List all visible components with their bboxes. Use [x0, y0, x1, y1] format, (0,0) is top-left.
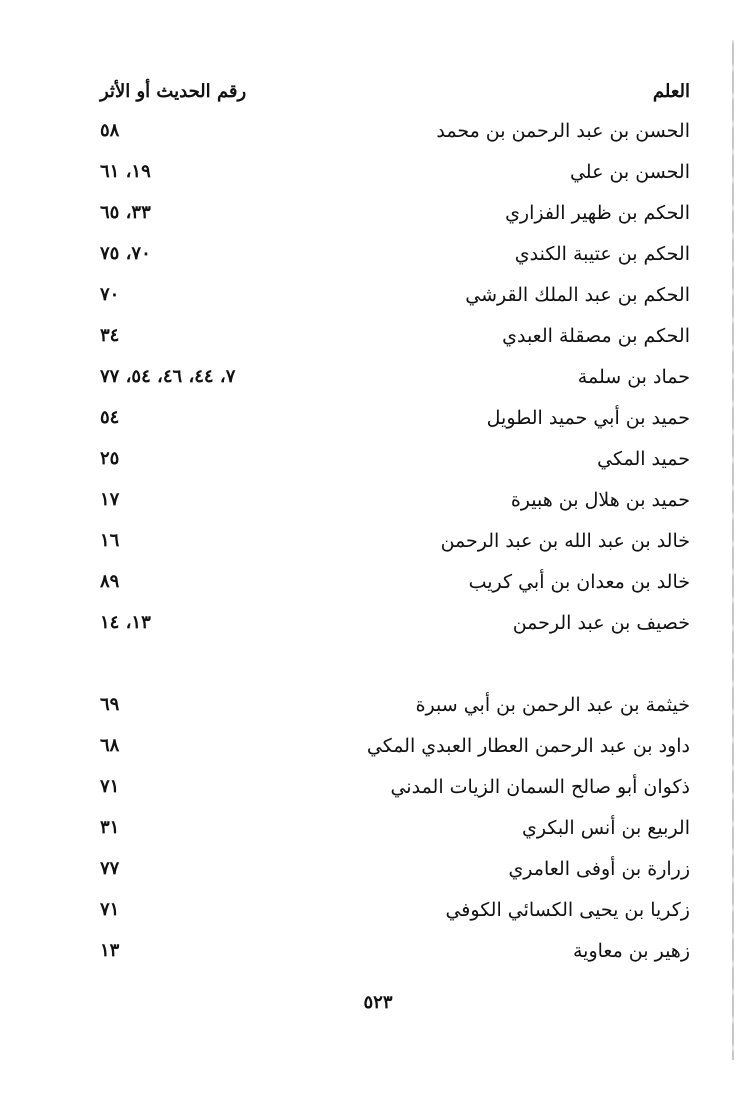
- entry-refs: ١٦: [100, 530, 120, 551]
- entry-name: خصيف بن عبد الرحمن: [512, 612, 690, 634]
- page-edge-dots: [732, 40, 734, 1060]
- entry-refs: ١٣، ١٤: [100, 612, 151, 633]
- entry-refs: ١٣: [100, 940, 120, 961]
- entry-name: زرارة بن أوفى العامري: [508, 858, 690, 880]
- entry-name: داود بن عبد الرحمن العطار العبدي المكي: [366, 735, 690, 757]
- entry-name: زكريا بن يحيى الكسائي الكوفي: [445, 899, 690, 921]
- entry-name: خيثمة بن عبد الرحمن بن أبي سبرة: [415, 694, 690, 716]
- index-entry: [100, 525, 690, 557]
- entry-refs: ٧١: [100, 899, 120, 920]
- index-entry: [100, 853, 690, 885]
- entry-refs: ٧٠، ٧٥: [100, 243, 151, 264]
- entry-name: خالد بن معدان بن أبي كريب: [468, 571, 690, 593]
- header-name-column: العلم: [652, 81, 690, 102]
- index-entry: [100, 115, 690, 147]
- entry-name: زهير بن معاوية: [572, 940, 690, 962]
- index-entry: [100, 197, 690, 229]
- index-entry: [100, 361, 690, 393]
- entry-refs: ٥٨: [100, 120, 120, 141]
- index-entry: [100, 320, 690, 352]
- entry-refs: ١٩، ٦١: [100, 161, 151, 182]
- entry-name: الحسن بن علي: [569, 161, 690, 183]
- index-entry: [100, 607, 690, 639]
- entry-refs: ١٧: [100, 489, 120, 510]
- entry-refs: ٣١: [100, 817, 120, 838]
- entry-refs: ٦٨: [100, 735, 120, 756]
- index-entry: [100, 771, 690, 803]
- index-entry: [100, 484, 690, 516]
- index-entry: [100, 156, 690, 188]
- index-entry: [100, 812, 690, 844]
- index-entry: [100, 689, 690, 721]
- header-refs-column: رقم الحديث أو الأثر: [100, 81, 247, 102]
- entry-name: حميد المكي: [597, 448, 690, 470]
- entry-refs: ٧١: [100, 776, 120, 797]
- entry-refs: ٢٥: [100, 448, 120, 469]
- entry-refs: ٣٣، ٦٥: [100, 202, 151, 223]
- index-entry: [100, 279, 690, 311]
- entry-name: حميد بن هلال بن هبيرة: [510, 489, 690, 511]
- index-header: [100, 76, 690, 108]
- entry-name: حميد بن أبي حميد الطويل: [486, 407, 690, 429]
- entry-refs: ٥٤: [100, 407, 120, 428]
- index-entry: [100, 566, 690, 598]
- entry-name: خالد بن عبد الله بن عبد الرحمن: [440, 530, 690, 552]
- index-entry: [100, 443, 690, 475]
- index-entry: [100, 402, 690, 434]
- entry-refs: ٧٠: [100, 284, 120, 305]
- entry-refs: ٨٩: [100, 571, 120, 592]
- entry-name: حماد بن سلمة: [577, 366, 690, 388]
- entry-name: الحكم بن عبد الملك القرشي: [465, 284, 690, 306]
- entry-name: الحكم بن مصقلة العبدي: [502, 325, 690, 347]
- page-number: ٥٢٣: [363, 992, 393, 1013]
- entry-name: الحكم بن عتيبة الكندي: [514, 243, 690, 265]
- index-entry: [100, 935, 690, 967]
- entry-name: الحسن بن عبد الرحمن بن محمد: [436, 120, 690, 142]
- index-entry: [100, 894, 690, 926]
- entry-name: ذكوان أبو صالح السمان الزيات المدني: [390, 776, 690, 798]
- entry-name: الربيع بن أنس البكري: [522, 817, 690, 839]
- entry-refs: ٣٤: [100, 325, 120, 346]
- entry-name: الحكم بن ظهير الفزاري: [505, 202, 690, 224]
- entry-refs: ٧، ٤٤، ٤٦، ٥٤، ٧٧: [100, 366, 236, 387]
- entry-refs: ٦٩: [100, 694, 120, 715]
- index-entry: [100, 238, 690, 270]
- entry-refs: ٧٧: [100, 858, 120, 879]
- index-entry: [100, 730, 690, 762]
